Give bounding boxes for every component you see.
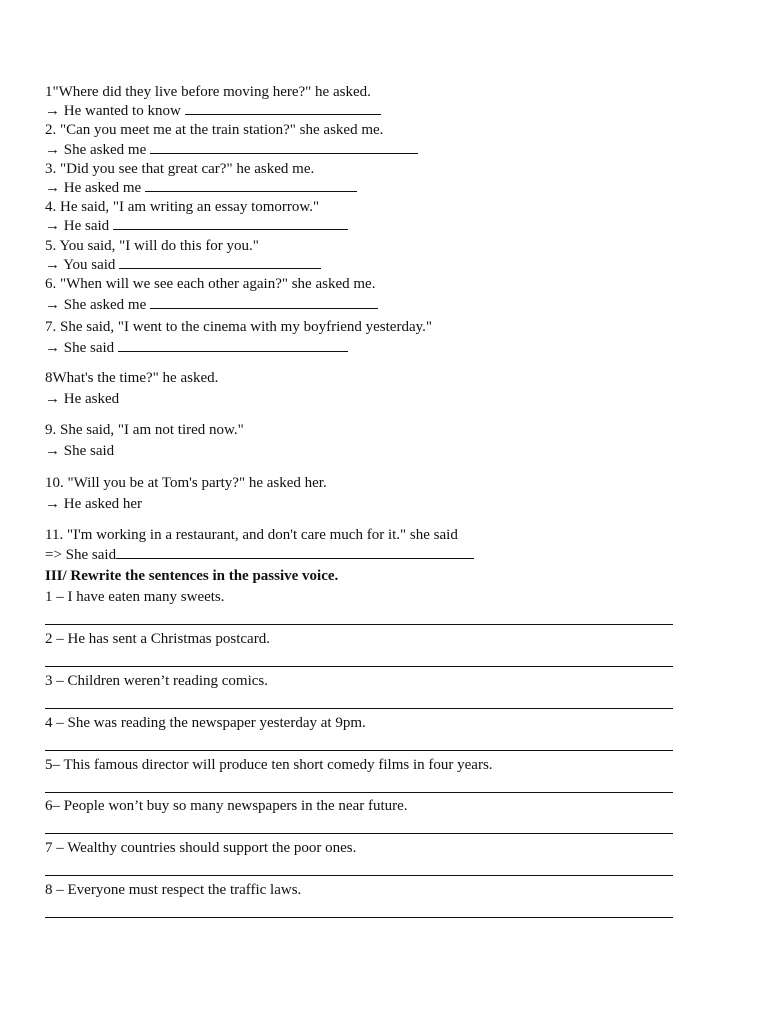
passive-item-5: 5– This famous director will produce ten short comedy films in four years. (45, 757, 493, 773)
answer-rule-6[interactable] (45, 833, 673, 834)
exercise-10-answer: → He asked her (45, 496, 143, 512)
passive-item-4: 4 – She was reading the newspaper yesterday at 9pm. (45, 715, 366, 731)
passive-item-1: 1 – I have eaten many sweets. (45, 589, 225, 605)
exercise-1-answer (45, 102, 381, 120)
answer-prefix: → He said (45, 218, 113, 234)
answer-blank[interactable] (118, 339, 348, 352)
answer-blank[interactable] (145, 179, 357, 192)
exercise-6-answer (45, 296, 378, 314)
exercise-11-answer (45, 546, 474, 564)
answer-prefix: → She asked me (45, 142, 150, 158)
exercise-6-question: 6. "When will we see each other again?" she asked me. (45, 276, 376, 292)
passive-item-2: 2 – He has sent a Christmas postcard. (45, 631, 270, 647)
exercise-3-answer (45, 179, 357, 197)
answer-rule-5[interactable] (45, 792, 673, 793)
section-heading: III/ Rewrite the sentences in the passive voice. (45, 568, 339, 584)
passive-item-7: 7 – Wealthy countries should support the poor ones. (45, 840, 357, 856)
answer-prefix: → She said (45, 340, 118, 356)
answer-prefix: → He wanted to know (45, 103, 185, 119)
answer-rule-4[interactable] (45, 750, 673, 751)
exercise-8-answer: → He asked (45, 391, 120, 407)
answer-prefix: => She said (45, 547, 117, 563)
exercise-5-question: 5. You said, "I will do this for you." (45, 238, 259, 254)
answer-prefix: → She asked me (45, 297, 150, 313)
exercise-2-answer (45, 141, 418, 159)
exercise-9-question: 9. She said, "I am not tired now." (45, 422, 244, 438)
exercise-11-question: 11. "I'm working in a restaurant, and don't care much for it." she said (45, 527, 458, 543)
exercise-9-answer: → She said (45, 443, 115, 459)
answer-blank[interactable] (185, 102, 381, 115)
exercise-1-question: 1"Where did they live before moving here?" he asked. (45, 84, 371, 100)
answer-prefix: → He asked me (45, 180, 145, 196)
answer-rule-7[interactable] (45, 875, 673, 876)
answer-prefix: → You said (45, 257, 120, 273)
exercise-7-answer (45, 339, 348, 357)
answer-blank[interactable] (119, 256, 321, 269)
exercise-10-question: 10. "Will you be at Tom's party?" he asked her. (45, 475, 327, 491)
answer-blank[interactable] (150, 296, 378, 309)
exercise-8-question: 8What's the time?" he asked. (45, 370, 219, 386)
answer-rule-1[interactable] (45, 624, 673, 625)
answer-rule-3[interactable] (45, 708, 673, 709)
exercise-3-question: 3. "Did you see that great car?" he asked me. (45, 161, 315, 177)
answer-rule-8[interactable] (45, 917, 673, 918)
answer-blank[interactable] (116, 546, 474, 559)
answer-rule-2[interactable] (45, 666, 673, 667)
passive-item-6: 6– People won’t buy so many newspapers in the near future. (45, 798, 408, 814)
exercise-5-answer (45, 256, 321, 274)
answer-blank[interactable] (150, 141, 418, 154)
exercise-7-question: 7. She said, "I went to the cinema with my boyfriend yesterday." (45, 319, 433, 335)
answer-blank[interactable] (113, 217, 348, 230)
passive-item-3: 3 – Children weren’t reading comics. (45, 673, 268, 689)
exercise-4-question: 4. He said, "I am writing an essay tomorrow." (45, 199, 320, 215)
exercise-2-question: 2. "Can you meet me at the train station?" she asked me. (45, 122, 384, 138)
passive-item-8: 8 – Everyone must respect the traffic laws. (45, 882, 302, 898)
exercise-4-answer (45, 217, 348, 235)
